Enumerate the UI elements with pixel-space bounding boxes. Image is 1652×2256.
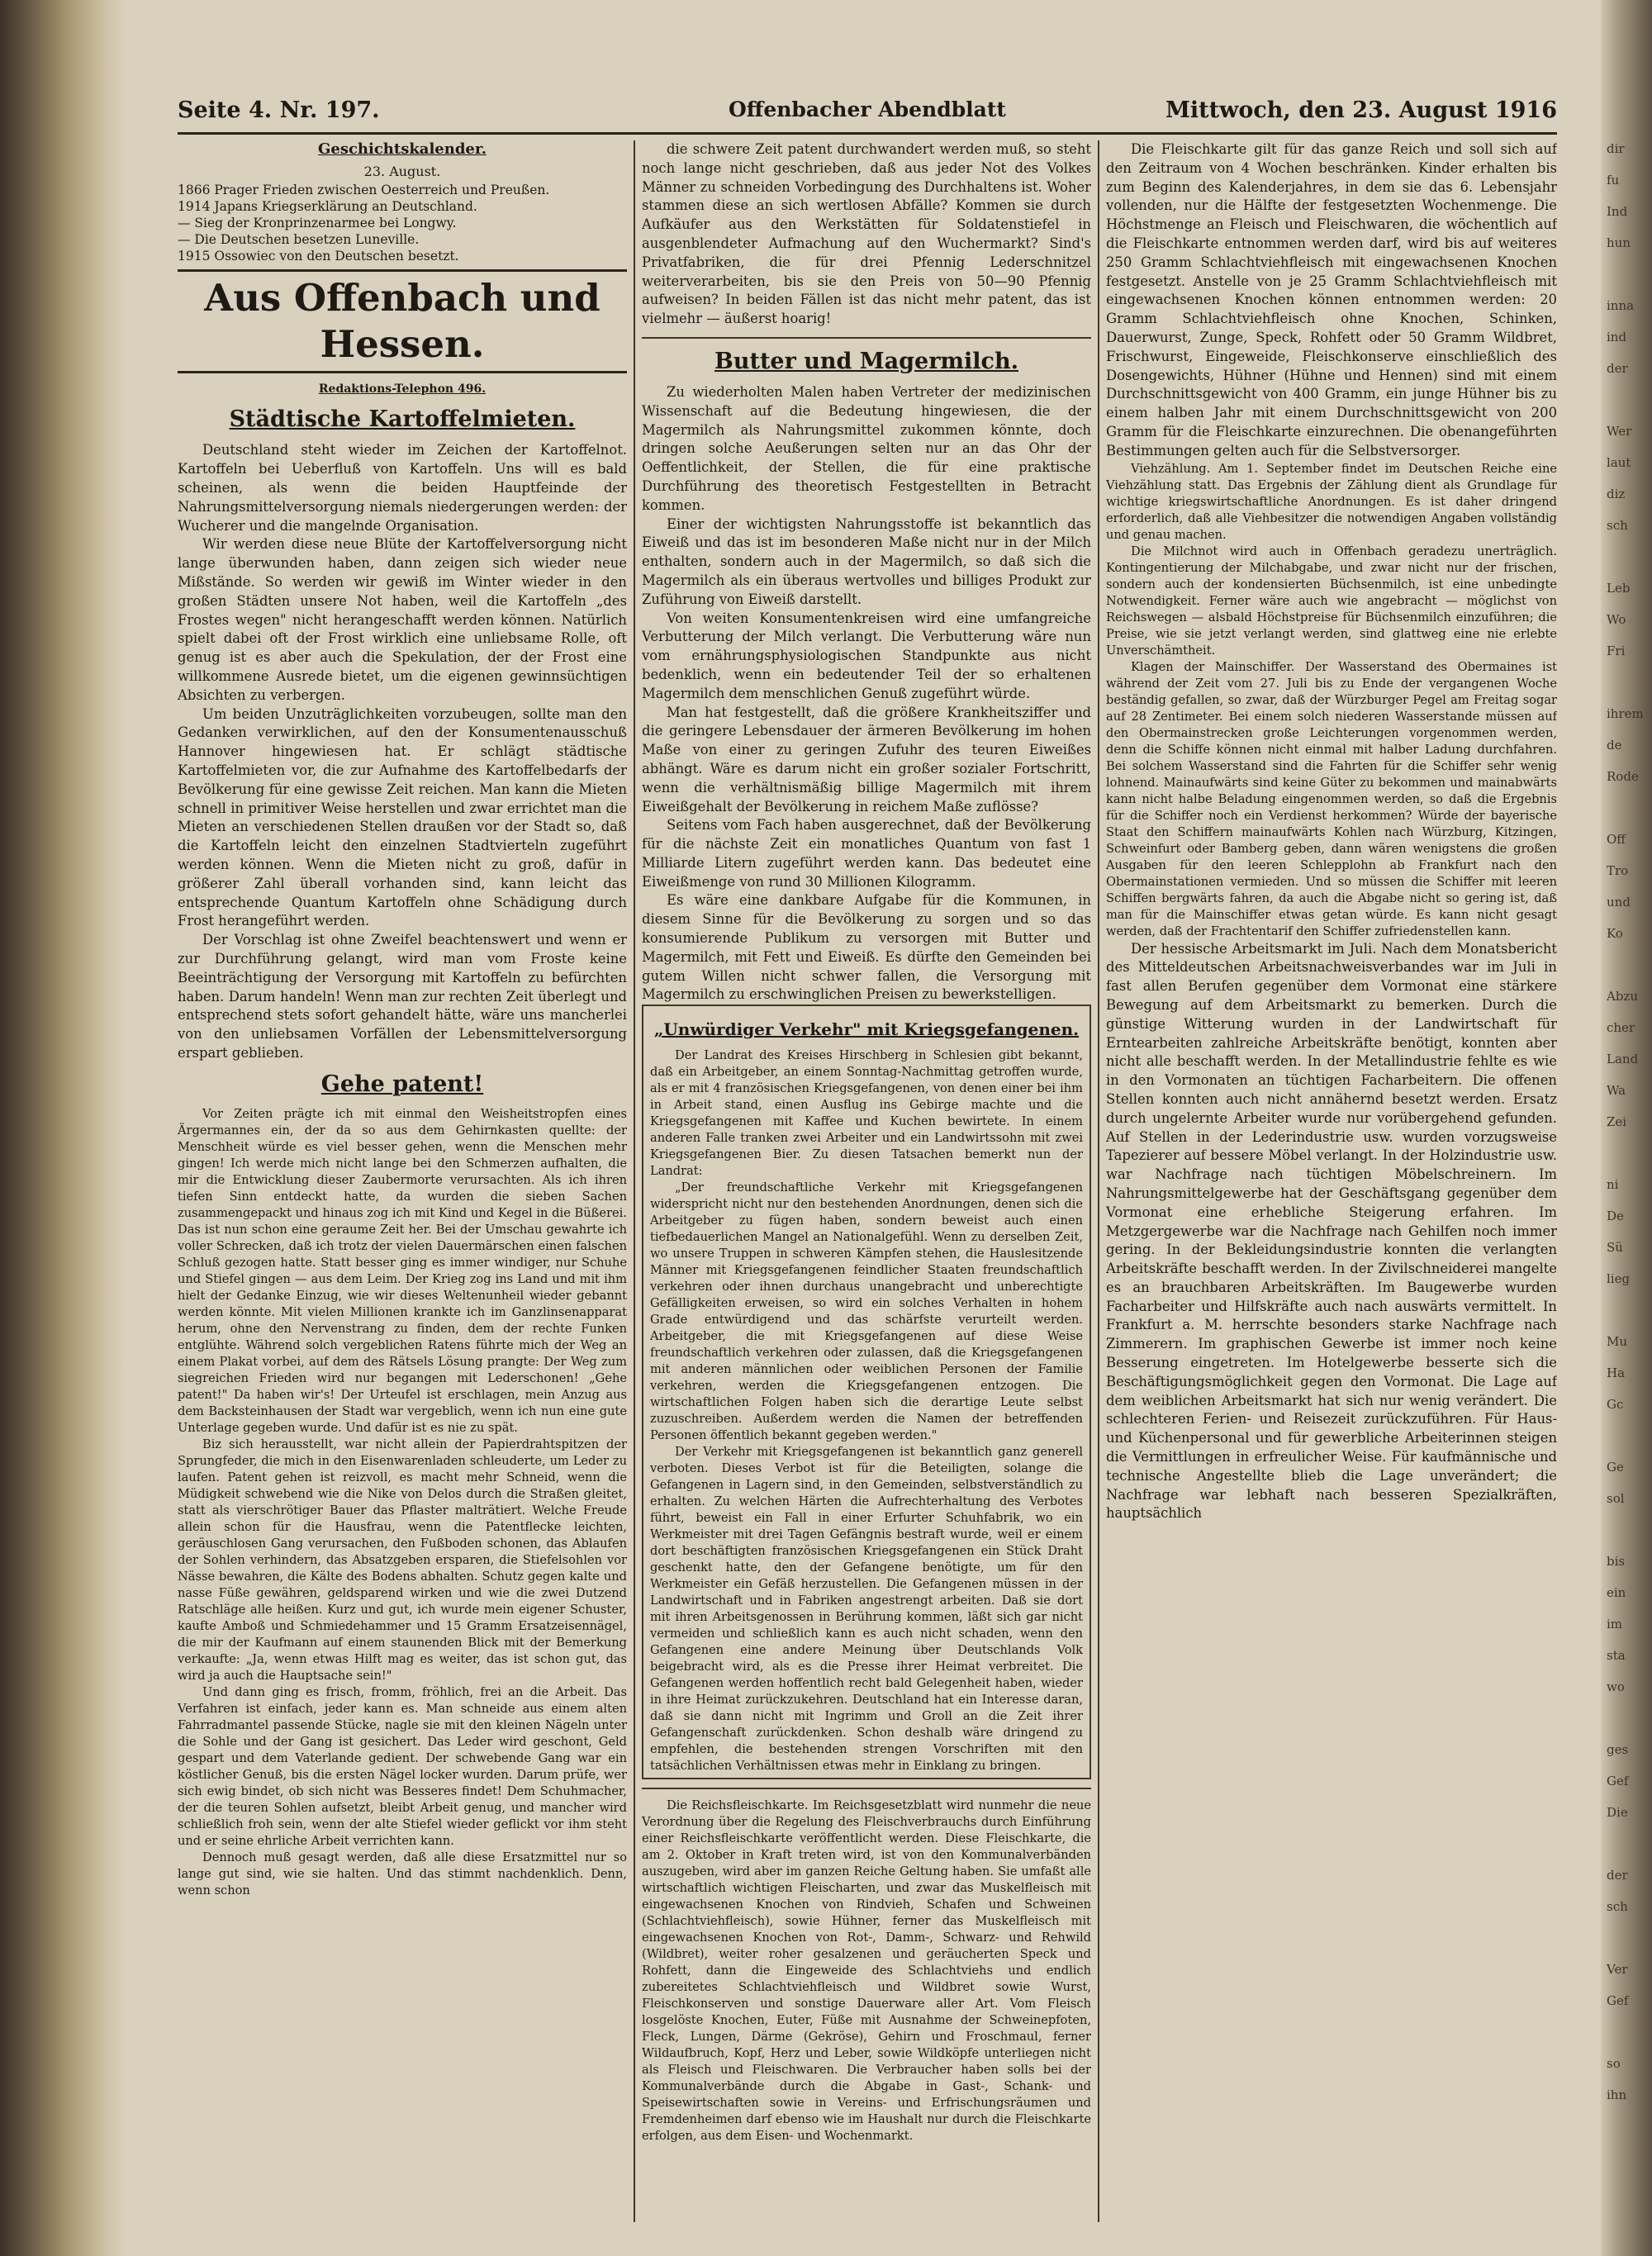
article-paragraph: Vor Zeiten prägte ich mit einmal den Weisheitstropfen eines Ärgermannes ein, der da so aus dem Gehirnkasten quellte: der Menschheit würde es viel besser gehen, wenn die Menschen mehr gingen! Ich werde mich nicht lange bei den Schmerzen aufhalten, die mir die Entwicklung dieser Zaubermorte verursachten. Als ich ihren tiefen Sinn entdeckt hatte, da wurden die sieben Sachen zusammengepackt und hinaus zog ich mit Kind und Kegel in die Büßerei. Das ist nun schon eine geraume Zeit her. Bei der Umschau gewahrte ich voller Schrecken, daß ich trotz der vielen Dauermärschen einen falschen Schluß gezogen hatte. Statt besser ging es immer windiger, nur Schuhe und Stiefel gingen — aus dem Leim. Der Krieg zog ins Land und mit ihm hielt der Gedanke Einzug, wie wir dieses Weltenunheil wieder gebannt werden könnte. Mit vielen Millionen krankte ich im Ganzlinsenapparat herum, ohne den Nervenstrang zu finden, dem der rechte Funken entglühte. Während solch vergeblichen Ratens führte mich der Weg an einem Plakat vorbei, auf dem des Rätsels Lösung prangte: Der Weg zum siegreichen Frieden wird nur begangen mit Lederschonen! „Gehe patent!" Da haben wir's! Der Urteufel ist erschlagen, mein Anzug aus dem Backsteinhausen der Stadt war vergeblich, wenn ich nun eine gute Unterlage gegeben wurde. Und dafür ist es nie zu spät.: [178, 1106, 627, 1435]
boxed-article: [642, 1005, 1091, 1779]
article-paragraph: Die Fleischkarte gilt für das ganze Reich und soll sich auf den Zeitraum von 4 Wochen beschränken. Kinder erhalten bis zum Beginn des Kalenderjahres, in dem sie das 6. Lebensjahr vollenden, nur die Hälfte der festgesetzten Wochenmenge. Die Höchstmenge an Fleisch und Fleischwaren, die wöchentlich auf die Fleischkarte entnommen werden darf, wird bis auf weiteres 250 Gramm Schlachtviehfleisch mit eingewachsenen Knochen festgesetzt. Anstelle von je 25 Gramm Schlachtviehfleisch mit eingewachsenen Knochen können entnommen werden: 20 Gramm Schlachtviehfleisch ohne Knochen, Schinken, Dauerwurst, Zunge, Speck, Rohfett oder 50 Gramm Wildbret, Frischwurst, Eingeweide, Fleischkonserve einschließlich des Dosengewichts, Hühner (Hühne und Hennen) sind mit einem Durchschnittsgewicht von 400 Gramm, ein junge Hühner bis zu einem halben Jahr mit einem Durchschnittsgewicht von 200 Gramm für die Fleischkarte einzurechnen. Die obenangeführten Bestimmungen gelten auch für die Selbstversorger.: [1106, 141, 1557, 458]
article-title-kartoffel: Städtische Kartoffelmieten.: [229, 406, 576, 433]
adjacent-fragment: cher: [1607, 1020, 1635, 1035]
article-title-verkehr: „Unwürdiger Verkehr" mit Kriegsgefangenen.: [653, 1019, 1080, 1040]
adjacent-fragment: Ko: [1607, 926, 1623, 941]
column-divider: [1098, 140, 1099, 2222]
adjacent-fragment: Wer: [1607, 424, 1632, 439]
adjacent-fragment: bis: [1607, 1554, 1626, 1569]
news-item-mainschiffer: Klagen der Mainschiffer. Der Wasserstand des Obermaines ist während der Zeit vom 27. Juli bis zu Ende der vergangenen Woche beständig gefallen, so zwar, daß der Würzburger Pegel am Freitag sogar auf 28 Zentimeter. Bei einem solch niederen Wasserstande müssen auf den Obermainstrecken große Leichterungen vorgenommen werden, denn die Schiffe können nicht einmal mit halber Ladung durchfahren. Bei solchem Wasserstand sind die Fahrten für die Schiffer sehr wenig lohnend. Mainaufwärts sind keine Güter zu bekommen und mainabwärts kann nicht halbe Beladung eingenommen werden, so daß die Ergebnis für die Schiffer noch ein Verdienst herkommen? Würde der bayerische Staat den Schiffern mainaufwärts Kohlen nach Würzburg, Kitzingen, Schweinfurt oder Bamberg geben, dann wären wenigstens die großen Ausgaben für den leeren Schlepplohn ab Frankfurt nach den Obermainstationen vermieden. Und so müssen die Schiffer mit leeren Schiffen bergwärts fahren, da auch die Abgabe nicht so gering ist, daß man für die Mainschiffer etwas getan würde. Es kann nicht gesagt werden, daß der Frachtentarif den Schiffer zufriedenstellen kann.: [1106, 659, 1557, 938]
adjacent-fragment: diz: [1607, 487, 1626, 501]
adjacent-fragment: Gef: [1607, 1774, 1629, 1788]
article-paragraph: Seitens vom Fach haben ausgerechnet, daß der Bevölkerung für die nächste Zeit ein monatliches Quantum von fast 1 Milliarde Litern zugeführt werden kann. Das bedeutet eine Eiweißmenge von rund 30 Millionen Kilogramm.: [642, 817, 1091, 890]
article-paragraph: Man hat festgestellt, daß die größere Krankheitsziffer und die geringere Lebensdauer der ärmeren Bevölkerung im hohen Maße von einer zu geringen Zufuhr des teuren Eiweißes abhängt. Wäre es darum nicht ein großer sozialer Fortschritt, wenn die verhältnismäßig billige Magermilch mit ihrem Eiweißgehalt der Bevölkerung in reichem Maße zuflösse?: [642, 704, 1091, 815]
page-header: [178, 97, 1557, 131]
article-paragraph: Es wäre eine dankbare Aufgabe für die Kommunen, in diesem Sinne für die Bevölkerung zu sorgen und so das konsumierende Publikum zu versorgen mit Butter und Magermilch, mit Fett und Eiweiß. Es dürfte den Gemeinden bei gutem Willen nicht schwer fallen, die Versorgung mit Magermilch zu erschwinglichen Preisen zu bewerkstelligen.: [642, 892, 1091, 1003]
adjacent-fragment: der: [1607, 1868, 1628, 1883]
adjacent-fragment: Rode: [1607, 769, 1639, 784]
adjacent-fragment: Mu: [1607, 1334, 1628, 1349]
adjacent-fragment: de: [1607, 738, 1622, 753]
adjacent-fragment: Land: [1607, 1052, 1639, 1066]
calendar-entry: — Die Deutschen besetzen Luneville.: [178, 231, 420, 247]
article-paragraph: die schwere Zeit patent durchwandert werden muß, so steht noch lange nicht geschrieben, daß aus jeder Not des Volkes Männer zu schneiden Vorbedingung des Durchhaltens ist. Woher stammen diese an sich wertlosen Abfälle? Kommen sie durch Aufkäufer aus den Werkstätten für Soldatenstiefel in ausgenblendeter Aufmachung auf den Wuchermarkt? Sind's Privatfabriken, die für drei Pfennig Lederschnitzel weiterverarbeiten, bis sie den Preis von 50—90 Pfennig aufweisen? In beiden Fällen ist das nicht mehr patent, das ist vielmehr — äußerst hoarig!: [642, 141, 1091, 327]
adjacent-fragment: und: [1607, 895, 1631, 910]
adjacent-fragment: Leb: [1607, 581, 1631, 596]
calendar-date: 23. August.: [363, 163, 441, 179]
adjacent-fragment: ind: [1607, 330, 1627, 344]
page-number: Seite 4. Nr. 197.: [178, 97, 380, 123]
article-paragraph: Der Verkehr mit Kriegsgefangenen ist bekanntlich ganz generell verboten. Dieses Verbot ist für die Beteiligten, solange die Gefangenen in Lagern sind, in den Gemeinden, selbstverständlich zu erhalten. Zu welchen Härten die Aufrechterhaltung des Verbotes führt, beweist ein Fall in einer Erfurter Schuhfabrik, wo ein Werkmeister mit drei Tagen Gefängnis bestraft wurde, weil er einem dort beschäftigten französischen Kriegsgefangenen ein Stück Draht geschenkt hatte, den der Gefangene benötigte, um für den Werkmeister ein Gefäß herzustellen. Die Gefangenen müssen in der Landwirtschaft und in Fabriken angestrengt arbeiten. Daß sie dort mit ihren Arbeitsgenossen in Berührung kommen, läßt sich gar nicht vermeiden und schließlich kann es auch nicht schaden, wenn den Gefangenen eine andere Meinung über Deutschlands Volk beigebracht wird, als es die Presse ihrer Heimat verbreitet. Die Gefangenen werden hoffentlich recht bald Gelegenheit haben, wieder in ihre Heimat zurückzukehren. Deutschland hat ein Interesse daran, daß sie dann nicht mit Ingrimm und Groll an die Zeit ihrer Gefangenschaft zurückdenken. Schon deshalb wäre dringend zu empfehlen, die bestehenden strengen Vorschriften mit den tatsächlichen Verhältnissen etwas mehr in Einklang zu bringen.: [650, 1445, 1083, 1774]
calendar-entry: — Sieg der Kronprinzenarmee bei Longwy.: [178, 215, 457, 230]
header-rule: [178, 132, 1557, 135]
adjacent-fragment: Wa: [1607, 1083, 1626, 1098]
adjacent-fragment: hun: [1607, 235, 1631, 250]
section-heading: Aus Offenbach und Hessen.: [178, 269, 627, 373]
adjacent-fragment: ges: [1607, 1742, 1629, 1757]
adjacent-fragment: so: [1607, 2056, 1621, 2071]
article-paragraph: Zu wiederholten Malen haben Vertreter der medizinischen Wissenschaft auf die Bedeutung hingewiesen, die der Magermilch als Nahrungsmittel zukommen könnte, doch dringen solche Aeußerungen selten nur an das Ohr der Oeffentlichkeit, der Stellen, die für eine praktische Durchführung des theoretisch Festgestellten in Betracht kommen.: [642, 383, 1091, 513]
adjacent-fragment: Gc: [1607, 1397, 1624, 1412]
adjacent-page-fragment: [1607, 140, 1652, 2239]
book-binding-gutter: [0, 0, 124, 2256]
issue-date: Mittwoch, den 23. August 1916: [1165, 97, 1557, 123]
adjacent-fragment: [1607, 1427, 1652, 1459]
column-divider: [634, 140, 635, 2222]
adjacent-fragment: Ha: [1607, 1365, 1626, 1380]
column-2: [642, 140, 1091, 2230]
editorial-phone: Redaktions-Telephon 496.: [318, 382, 487, 396]
article-paragraph: Biz sich herausstellt, war nicht allein der Papierdrahtspitzen der Sprungfeder, die mich in den Eisenwarenladen schleuderte, um Leder zu laufen. Patent gehen ist reizvoll, es macht mehr Schneid, wenn die Müdigkeit schwebend wie die Nike von Delos durch die Straßen gleitet, statt als vierschrötiger Bauer das Pflaster malträtiert. Welche Freude allein schon für die Hausfrau, wenn die Patentflecke leichten, geräuschlosen Gang verursachen, den Fußboden schonen, das Ablaufen der Sohlen verhindern, das Absatzgeben ersparen, die Stiefelsohlen vor Nässe bewahren, die Kälte des Bodens abhalten. Schutz gegen kalte und nasse Füße gewähren, geldsparend wirken und wie die zwei Dutzend Ratschläge alle heißen. Kurz und gut, ich wurde mein eigener Schuster, kaufte Amboß und Schmiedehammer und 15 Gramm Ersatzeisennägel, die mir der Kaufmann auf einem staunenden Blick mit der Bemerkung verkaufte: „Ja, wenn etwas Hilft mag es weiter, das ist schon gut, das wird ja auch die Hauptsache sein!": [178, 1437, 627, 1683]
adjacent-fragment: sol: [1607, 1491, 1625, 1506]
adjacent-fragment: [1607, 392, 1652, 423]
adjacent-fragment: der: [1607, 361, 1628, 376]
column-1: [178, 140, 627, 2230]
adjacent-fragment: im: [1607, 1617, 1623, 1631]
article-title-butter: Butter und Magermilch.: [714, 348, 1018, 374]
article-paragraph: Deutschland steht wieder im Zeichen der Kartoffelnot. Kartoffeln bei Ueberfluß von Kartoffeln. Uns will es bald scheinen, als wenn die beiden Hauptfeinde der Nahrungsmittelversorgung niemals niedergerungen werden: der Wucherer und die mangelnde Organisation.: [178, 442, 627, 534]
article-paragraph: „Der freundschaftliche Verkehr mit Kriegsgefangenen widerspricht nicht nur den bestehenden Anordnungen, denen sich die Arbeitgeber zu fügen haben, sondern beweist auch einen tiefbedauerlichen Mangel an Nationalgefühl. Wenn zu derselben Zeit, wo unsere Truppen in schweren Kämpfen stehen, die Hauslesitzende Männer mit Kriegsgefangenen feindlicher Staaten freundschaftlich verkehren oder ihnen durchaus unangebracht und unberechtigte Gefälligkeiten erweisen, so wird ein solches Verhalten in hohem Grade entwürdigend und das schärfste verurteilt werden. Arbeitgeber, die mit Kriegsgefangenen auf diese Weise freundschaftlich verkehren oder zulassen, daß die Kriegsgefangenen mit anderen männlichen oder weiblichen Personen der Familie verkehren, werden die Kriegsgefangenen entzogen. Die wirtschaftlichen Folgen haben sich die derartige Leute selbst zuzuschreiben. Außerdem werden die Namen der betreffenden Personen öffentlich bekannt gegeben werden.": [650, 1180, 1083, 1443]
adjacent-fragment: ihrem: [1607, 706, 1644, 721]
adjacent-fragment: sta: [1607, 1648, 1626, 1663]
adjacent-fragment: lieg: [1607, 1271, 1631, 1286]
history-calendar: [178, 140, 627, 264]
adjacent-fragment: ni: [1607, 1177, 1619, 1192]
adjacent-fragment: Tro: [1607, 863, 1629, 878]
adjacent-fragment: Zei: [1607, 1114, 1627, 1129]
news-item-viehzaehlung: Viehzählung. Am 1. September findet im Deutschen Reiche eine Viehzählung statt. Das Ergebnis der Zählung dient als Grundlage für wichtige kriegswirtschaftliche Anordnungen. Es ist daher dringend erforderlich, daß alle Viehbesitzer die notwendigen Angaben vollständig und genau machen.: [1106, 461, 1557, 542]
adjacent-fragment: [1607, 1522, 1652, 1553]
adjacent-fragment: sch: [1607, 518, 1628, 533]
article-separator: [642, 337, 1091, 339]
adjacent-fragment: [1607, 1145, 1652, 1176]
calendar-entry: 1915 Ossowiec von den Deutschen besetzt.: [178, 248, 459, 264]
calendar-entry: 1866 Prager Frieden zwischen Oesterreich und Preußen.: [178, 182, 550, 197]
adjacent-fragment: [1607, 1710, 1652, 1741]
adjacent-fragment: Wo: [1607, 612, 1626, 627]
adjacent-fragment: dir: [1607, 141, 1625, 156]
adjacent-fragment: [1607, 800, 1652, 831]
article-paragraph: Einer der wichtigsten Nahrungsstoffe ist bekanntlich das Eiweiß und das ist im besonderen Maße nicht nur in der Milch enthalten, sondern auch in der Magermilch, so daß sich die Magermilch als ein überaus wertvolles und billiges Produkt zur Zuführung von Eiweiß darstellt.: [642, 515, 1091, 607]
article-paragraph: Von weiten Konsumentenkreisen wird eine umfangreiche Verbutterung der Milch verlangt. Die Verbutterung wäre nun vom ernährungsphysiologischen Standpunkte aus nicht bedenklich, wenn ein bedeutender Teil der so erhaltenen Magermilch dem menschlichen Genuß zugeführt würde.: [642, 610, 1091, 701]
adjacent-fragment: [1607, 2024, 1652, 2055]
adjacent-fragment: fu: [1607, 173, 1620, 188]
adjacent-fragment: laut: [1607, 455, 1631, 470]
article-paragraph: Wir werden diese neue Blüte der Kartoffelversorgung nicht lange überwunden haben, dann zeigen sich wieder neue Mißstände. So werden wir gewiß im Winter wieder in den großen Städten unsere Not haben, weil die Kartoffeln „des Frostes wegen" nicht herangeschafft werden können. Natürlich spielt dabei oft der Frost wirklich eine unliebsame Rolle, oft genug ist es aber auch die Spekulation, der der Frost eine willkommene Ausrede bietet, um die eigenen gewinnsüchtigen Absichten zu verbergen.: [178, 536, 627, 703]
article-paragraph: Der Vorschlag ist ohne Zweifel beachtenswert und wenn er zur Durchführung gelangt, wird man vom Froste keine Beeinträchtigung der Versorgung mit Kartoffeln zu befürchten haben. Darum handeln! Wenn man zur rechten Zeit überlegt und entsprechend stets sofort gehandelt hätte, wäre uns mancherlei von den unliebsamen Vorfällen der Lebensmittelversorgung erspart geblieben.: [178, 932, 627, 1061]
adjacent-fragment: [1607, 1302, 1652, 1333]
adjacent-fragment: ihn: [1607, 2087, 1627, 2102]
adjacent-fragment: [1607, 549, 1652, 580]
adjacent-fragment: Sü: [1607, 1240, 1623, 1255]
adjacent-fragment: Die: [1607, 1805, 1628, 1820]
calendar-title: Geschichtskalender.: [318, 140, 487, 158]
adjacent-fragment: [1607, 957, 1652, 988]
adjacent-fragment: [1607, 674, 1652, 705]
adjacent-fragment: [1607, 1930, 1652, 1961]
adjacent-fragment: ein: [1607, 1585, 1626, 1600]
news-item-milchnot: Die Milchnot wird auch in Offenbach geradezu unerträglich. Kontingentierung der Milchabgabe, und zwar nicht nur der frischen, sondern auch der kondensierten Büchsenmilch, ist eine unbedingte Notwendigkeit. Ferner wäre auch wie angebracht — möglichst von Reichswegen — alsbald Höchstpreise für Büchsenmilch einzuführen; die Preise, wie sie jetzt verlangt werden, sind glattweg eine nie erlebte Unverschämtheit.: [1106, 544, 1557, 658]
adjacent-fragment: Ge: [1607, 1460, 1624, 1475]
adjacent-fragment: [1607, 1836, 1652, 1867]
adjacent-fragment: sch: [1607, 1899, 1628, 1914]
adjacent-fragment: Fri: [1607, 644, 1626, 658]
adjacent-fragment: [1607, 266, 1652, 297]
adjacent-fragment: inna: [1607, 298, 1635, 313]
adjacent-fragment: Off: [1607, 832, 1626, 847]
article-title-patent: Gehe patent!: [320, 1071, 484, 1097]
calendar-entry: 1914 Japans Kriegserklärung an Deutschland.: [178, 198, 477, 214]
adjacent-fragment: Ver: [1607, 1962, 1628, 1977]
adjacent-fragment: De: [1607, 1209, 1624, 1223]
adjacent-fragment: Abzu: [1607, 989, 1638, 1004]
article-separator: [642, 1788, 1091, 1789]
adjacent-fragment: Ind: [1607, 204, 1628, 219]
article-paragraph: Dennoch muß gesagt werden, daß alle diese Ersatzmittel nur so lange gut sind, wie sie halten. Und das stimmt nachdenklich. Denn, wenn schon: [178, 1850, 627, 1897]
article-paragraph: Und dann ging es frisch, fromm, fröhlich, frei an die Arbeit. Das Verfahren ist einfach, jeder kann es. Man schneide aus einem alten Fahrradmantel passende Stücke, nagle sie mit den kleinen Nägeln unter die Sohle und der Gang ist gesichert. Das Leder wird geschont, Geld gespart und dem Vaterlande gedient. Der schwebende Gang war ein köstlicher Genuß, bis die ersten Nägel locker wurden. Darum prüfe, wer sich ewig bindet, ob sich nicht was Besseres findet! Dem Schuhmacher, der die teuren Sohlen aufsetzt, bleibt Arbeit genug, und mancher wird schließlich froh sein, wenn der alte Stiefel wieder geflickt vor ihm steht und er seine ehrliche Arbeit verrichten kann.: [178, 1684, 627, 1848]
newspaper-title: Offenbacher Abendblatt: [729, 97, 1006, 121]
article-paragraph: Die Reichsfleischkarte. Im Reichsgesetzblatt wird nunmehr die neue Verordnung über die Regelung des Fleischverbrauchs durch Einführung einer Reichsfleischkarte veröffentlicht werden. Diese Fleischkarte, die am 2. Oktober in Kraft treten wird, ist von den Kommunalverbänden auszugeben, wird aber im ganzen Reiche Geltung haben. Sie umfaßt alle wirtschaftlich wichtigen Fleischarten, und zwar das Muskelfleisch mit eingewachsenen Knochen von Rindvieh, Schafen und Schweinen (Schlachtviehfleisch), sowie Hühner, ferner das Muskelfleisch mit eingewachsenen Knochen von Rot-, Damm-, Schwarz- und Rehwild (Wildbret), weiter roher gesalzenen und geräucherten Speck und Rohfett, dann die Eingeweide des Schlachtviehs und endlich zubereitetes Schlachtviehfleisch und Wildbret sowie Wurst, Fleischkonserven und sonstige Dauerware aller Art. Vom Fleisch losgelöste Knochen, Euter, Füße mit Ausnahme der Schweinepfoten, Fleck, Lungen, Därme (Gekröse), Gehirn und Froschmaul, ferner Wildaufbruch, Kopf, Herz und Leber, sowie Wildköpfe unterliegen nicht als Fleisch und Fleischwaren. Die Verbraucher haben solls bei der Kommunalverbände durch die Abgabe in Gast-, Schank- und Speisewirtschaften sowie in Vereins- und Erfrischungsräumen und Fremdenheimen darf ebenso wie im Haushalt nur durch die Fleischkarte erfolgen, aus dem Eisen- und Wochenmarkt.: [642, 1798, 1091, 2144]
news-item-arbeitsmarkt: Der hessische Arbeitsmarkt im Juli. Nach dem Monatsbericht des Mitteldeutschen Arbeitsnachweisverbandes war im Juli in fast allen Berufen gegenüber dem Vormonat eine stärkere Bewegung auf dem Arbeitsmarkt zu bemerken. Durch die günstige Witterung wurden in der Landwirtschaft für Erntearbeiten zahlreiche Arbeitskräfte benötigt, konnten aber nicht alle beschafft werden. In der Metallindustrie fehlte es wie in den Vormonaten an tüchtigen Facharbeitern. Die offenen Stellen konnten auch nicht annähernd besetzt werden. Ersatz durch ungelernte Arbeiter wurde nur vorübergehend gefunden. Auf Stellen in der Lederindustrie usw. wurden vorzugsweise Tapezierer auf bessere Möbel verlangt. In der Holzindustrie usw. war Nachfrage nach tüchtigen Möbelschreinern. Im Nahrungsmittelgewerbe hat der Geschäftsgang gegenüber dem Vormonat eine erhebliche Steigerung erfahren. Im Metzgergewerbe war die Nachfrage nach Gehilfen noch immer gering. In der Bekleidungsindustrie konnten die verlangten Arbeitskräfte beschafft werden. In der Zivilschneiderei mangelte es an brauchbaren Arbeitskräften. Im Baugewerbe wurden Facharbeiter und Hilfskräfte auch nach auswärts vermittelt. In Frankfurt a. M. herrschte besonders starke Nachfrage nach Zimmerern. Im graphischen Gewerbe ist immer noch keine Besserung eingetreten. Im Hotelgewerbe besserte sich die Beschäftigungsmöglichkeit gegen den Vormonat. Die Lage auf dem weiblichen Arbeitsmarkt hat sich nur wenig verändert. Die schlechteren Ferien- und Reisezeit zurückzuführen. Für Haus- und Küchenpersonal und für gewerbliche Arbeiterinnen steigen die Vermittlungen in erfreulicher Weise. Für kaufmännische und technische Angestellte blieb die Lage unverändert; die Nachfrage war lebhaft nach besseren Spezialkräften, hauptsächlich: [1106, 940, 1557, 1522]
article-paragraph: Der Landrat des Kreises Hirschberg in Schlesien gibt bekannt, daß ein Arbeitgeber, an einem Sonntag-Nachmittag getroffen wurde, als er mit 4 französischen Kriegsgefangenen, von denen einer bei ihm in Arbeit stand, einen Ausflug ins Gebirge machte und die Kriegsgefangenen mit Kaffee und Kuchen bewirtete. In einem anderen Falle tranken zwei Arbeiter und ein Landwirtssohn mit zwei Kriegsgefangenen Bier. Zu diesen Tatsachen bemerkt nun der Landrat:: [650, 1048, 1083, 1179]
adjacent-fragment: wo: [1607, 1679, 1625, 1694]
article-paragraph: Um beiden Unzuträglichkeiten vorzubeugen, sollte man den Gedanken verwirklichen, auf den der Konsumentenausschuß Hannover hingewiesen hat. Er schlägt städtische Kartoffelmieten vor, die zur Aufnahme des Kartoffelbedarfs der Bevölkerung für eine gewisse Zeit reichen. Man kann die Mieten schnell in primitiver Weise herstellen und zwar errichtet man die Mieten an verschiedenen Stellen draußen vor der Stadt so, daß die Kartoffeln leicht den einzelnen Stadtvierteln zugeführt werden können. Wenn die Mieten nicht zu groß, dafür in größerer Zahl überall vorhanden sind, kann leicht das entsprechende Quantum Kartoffeln ohne Schädigung durch Frost herangeführt werden.: [178, 705, 627, 929]
column-3: [1106, 140, 1557, 2230]
adjacent-fragment: Gef: [1607, 1993, 1629, 2008]
